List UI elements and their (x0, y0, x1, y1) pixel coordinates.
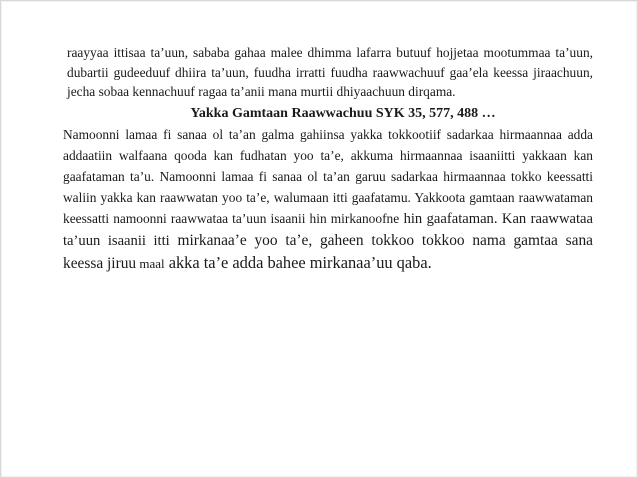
body-text-part3: mirkanaa’e yoo ta’e, gaheen tokkoo tokkoo nama gamtaa sana keessa jiruu (63, 231, 593, 272)
slide-content (63, 43, 593, 274)
body-text-part5: akka ta’e adda bahee mirkanaa’uu qaba. (164, 252, 432, 272)
body-text-part4: maal (136, 255, 165, 271)
body-text-part2: hin gaafataman. Kan raawwataa ta’uun isaanii itti (63, 210, 593, 249)
body-paragraph (63, 124, 593, 274)
body-text-part1: Namoonni lamaa fi sanaa ol ta’an galma gahiinsa yakka tokkootiif sadarkaa hirmaannaa adda addaatiin walfaana qooda kan fudhatan yoo ta’e, akkuma hirmaannaa isaaniitti yakkaan kan gaafataman ta’u. Namoonni lamaa fi sanaa ol ta’an garuu sadarkaa hirmaannaa tokko keessatti waliin yakka kan raawwatan yoo ta’e, walumaan itti gaafatamu. Yakkoota gamtaan raawwataman keessatti namoonni raawwataa ta’uun isaanii hin mirkanoofne (63, 126, 593, 226)
section-heading: Yakka Gamtaan Raawwachuu SYK 35, 577, 488 … (190, 105, 496, 121)
intro-paragraph: raayyaa ittisaa ta’uun, sababa gahaa malee dhimma lafarra butuuf hojjetaa mootummaa ta’uun, dubartii gudeeduuf dhiira ta’uun, fuudha irratti fuudha raawwachuuf gaa’ela keessa jiraachuun, jecha sobaa kennachuuf ragaa ta’anii mana murtii dhiyaachuun dirqama. (67, 45, 593, 99)
